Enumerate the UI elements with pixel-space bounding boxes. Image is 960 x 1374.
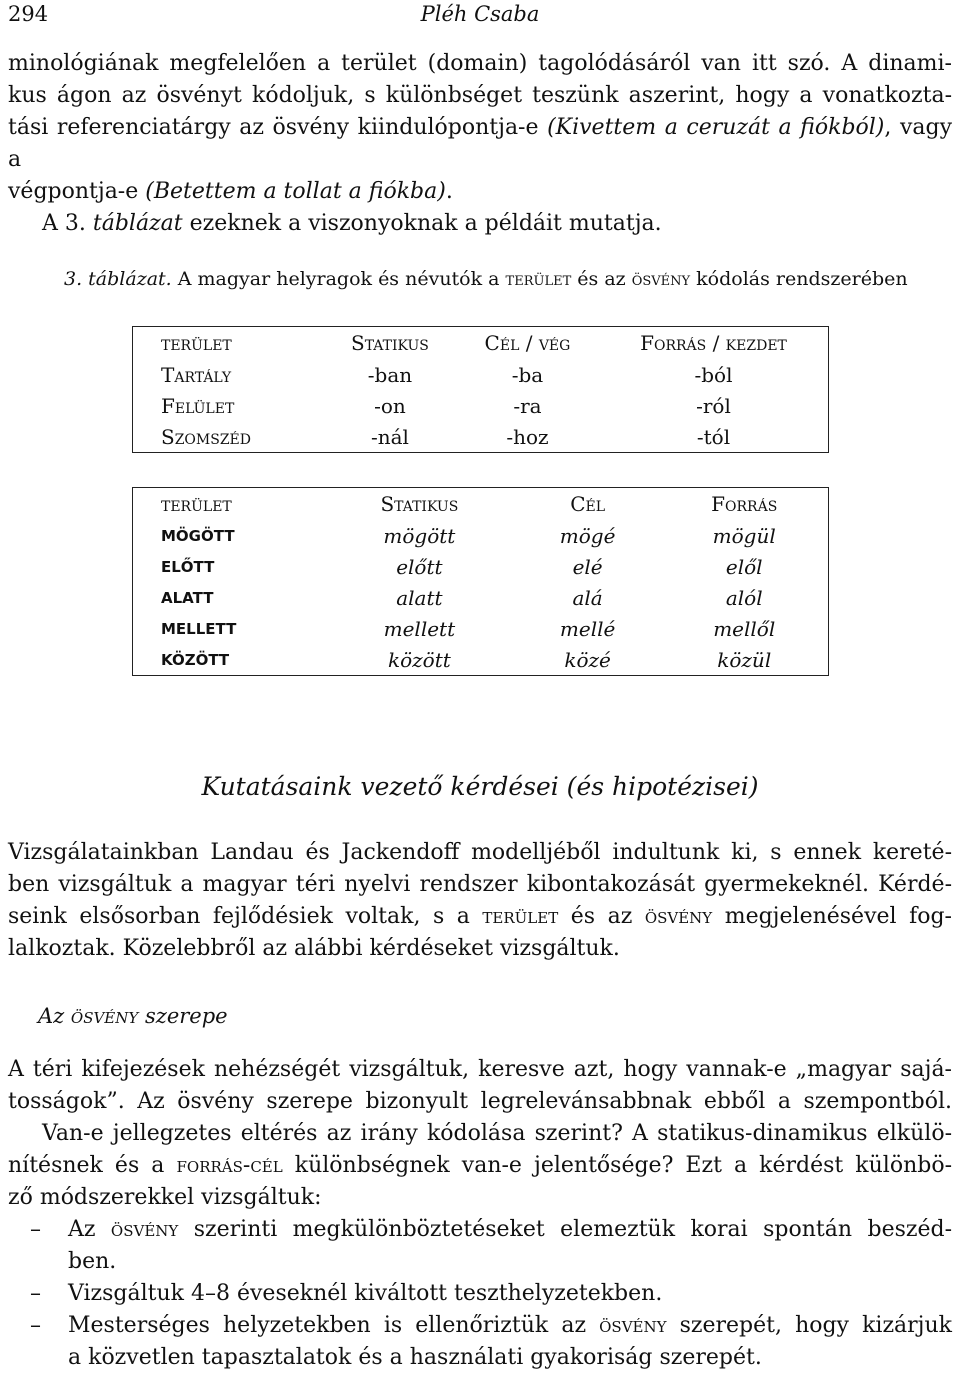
text-line: minológiának megfelelően a terület (domain) tagolódásáról van itt szó. A dinami- — [8, 51, 952, 76]
text-line — [8, 176, 952, 208]
text-line: a közvetlen tapasztalatok és a használati gyakoriság szerepét. — [68, 1345, 762, 1370]
text-span: megjelenésével fog- — [712, 904, 952, 929]
table-header-row — [133, 327, 829, 360]
subsection-title — [38, 1004, 228, 1028]
text-span: seink elsősorban fejlődésiek voltak, s a — [8, 904, 483, 929]
row-label: Tartály — [161, 362, 232, 387]
smallcaps-term: ösvény — [70, 1004, 139, 1028]
smallcaps-term: ösvény — [631, 268, 691, 290]
text-line: A téri kifejezések nehézségét vizsgáltuk, keresve azt, hogy vannak-e „magyar sajá- — [8, 1057, 952, 1082]
table-row — [133, 421, 829, 453]
table-cell: -ból — [694, 362, 733, 387]
table-cell: mögül — [712, 523, 776, 548]
header-cell: Forrás / kezdet — [640, 331, 787, 355]
smallcaps-term: ösvény — [644, 904, 713, 929]
table-cell: alatt — [396, 585, 443, 610]
text-span: A magyar helyragok és névutók a — [171, 268, 506, 290]
example-sentence: (Betettem a tollat a fiókba) — [145, 179, 446, 204]
table-row — [133, 644, 829, 676]
text-line: ben vizsgáltuk a magyar téri nyelvi rendszer kibontakozását gyermekeknél. Kérdé- — [8, 872, 952, 897]
table-row — [133, 520, 829, 551]
table-caption — [64, 268, 908, 290]
text-span: Az — [38, 1004, 71, 1028]
table-cell: között — [387, 647, 451, 672]
table-cell: mellett — [383, 616, 456, 641]
text-line — [8, 112, 952, 176]
text-span: és az — [571, 268, 632, 290]
text-span: tási referenciatárgy az ösvény kiindulópontja-e — [8, 115, 548, 140]
dash-bullet: – — [30, 1217, 41, 1242]
text-span: Mesterséges helyzetekben is ellenőriztük az — [68, 1313, 600, 1338]
table-reference: táblázat — [92, 211, 183, 236]
table-row — [133, 582, 829, 613]
text-span: kódolás rendszerében — [690, 268, 908, 290]
header-cell: terület — [161, 331, 232, 355]
text-span: szerepét, hogy kizárjuk — [666, 1313, 952, 1338]
dash-bullet: – — [30, 1281, 41, 1306]
text-line: kus ágon az ösvényt kódoljuk, s különbséget teszünk aszerint, hogy a vonatkozta- — [8, 83, 952, 108]
row-label: KÖZÖTT — [161, 650, 230, 669]
table-cell: elől — [725, 554, 763, 579]
text-line: Vizsgáltuk 4–8 éveseknél kiváltott teszthelyzetekben. — [68, 1281, 663, 1306]
table-cell: mellől — [713, 616, 776, 641]
row-label: MÖGÖTT — [161, 526, 235, 545]
running-head: Pléh Csaba — [420, 2, 540, 26]
case-suffix-table — [132, 326, 829, 453]
section-paragraph — [8, 837, 952, 965]
smallcaps-term: terület — [505, 268, 572, 290]
table-cell: mellé — [559, 616, 616, 641]
text-span: és az — [558, 904, 645, 929]
subsection-paragraph — [8, 1054, 952, 1214]
text-line — [8, 1150, 952, 1182]
table-cell: elé — [572, 554, 603, 579]
dash-bullet: – — [30, 1313, 41, 1338]
text-span: szerepe — [138, 1004, 228, 1028]
table-cell: -nál — [370, 424, 409, 449]
text-line: ben. — [68, 1249, 117, 1274]
text-line — [8, 901, 952, 933]
table-cell: közé — [564, 647, 611, 672]
table-cell: előtt — [396, 554, 443, 579]
row-label: Szomszéd — [161, 424, 252, 449]
table-cell: -hoz — [506, 424, 549, 449]
table-cell: -on — [374, 393, 406, 418]
page-number: 294 — [8, 2, 49, 26]
text-span: szerinti megkülönböztetéseket elemeztük korai spontán beszéd- — [178, 1217, 953, 1242]
table-cell: -ra — [513, 393, 542, 418]
table-cell: -ban — [367, 362, 413, 387]
table-cell: alól — [725, 585, 763, 610]
smallcaps-term: forrás-cél — [176, 1153, 283, 1178]
text-line — [68, 1310, 952, 1342]
table-row — [133, 359, 829, 390]
text-line — [8, 208, 952, 240]
text-span: . — [445, 179, 453, 204]
text-span: A 3. — [42, 211, 93, 236]
text-span: ezeknek a viszonyoknak a példáit mutatja. — [182, 211, 662, 236]
header-cell: Statikus — [380, 492, 459, 516]
header-cell: Cél / vég — [484, 331, 571, 355]
table-cell: -ba — [511, 362, 544, 387]
section-title: Kutatásaink vezető kérdései (és hipotézisei) — [201, 772, 759, 801]
smallcaps-term: ösvény — [110, 1217, 179, 1242]
row-label: ALATT — [161, 588, 214, 607]
table-row — [133, 613, 829, 644]
text-span: , vagy a — [8, 115, 953, 172]
table-cell: közül — [717, 647, 772, 672]
header-cell: terület — [161, 492, 232, 516]
smallcaps-term: terület — [482, 904, 559, 929]
header-cell: Cél — [570, 492, 606, 516]
table-row — [133, 551, 829, 582]
text-span: végpontja-e — [8, 179, 146, 204]
smallcaps-term: ösvény — [599, 1313, 667, 1338]
list-item — [8, 1214, 952, 1278]
row-label: ELŐTT — [161, 557, 215, 576]
header-cell: Statikus — [351, 331, 429, 355]
row-label: MELLETT — [161, 619, 237, 638]
page-header — [8, 2, 952, 32]
table-cell: -ról — [696, 393, 731, 418]
list-item — [8, 1310, 952, 1374]
row-label: Felület — [161, 393, 235, 418]
text-line: tosságok”. Az ösvény szerepe bizonyult legrelevánsabbnak ebből a szempontból. — [8, 1089, 952, 1114]
header-cell: Forrás — [711, 492, 778, 516]
table-cell: mögé — [559, 523, 616, 548]
table-cell: mögött — [383, 523, 456, 548]
text-line: Van-e jellegzetes eltérés az irány kódolása szerint? A statikus-dinamikus elkülö- — [42, 1121, 952, 1146]
text-line — [68, 1214, 952, 1246]
text-span: Az — [68, 1217, 111, 1242]
example-sentence: (Kivettem a ceruzát a fiókból) — [547, 115, 885, 140]
bullet-list — [8, 1214, 952, 1374]
intro-paragraph — [8, 48, 952, 240]
table-header-row — [133, 488, 829, 521]
text-span: nítésnek és a — [8, 1153, 177, 1178]
caption-label: 3. táblázat. — [64, 268, 172, 290]
table-cell: -tól — [696, 424, 731, 449]
text-line: lalkoztak. Közelebbről az alábbi kérdéseket vizsgáltuk. — [8, 936, 620, 961]
postposition-table — [132, 487, 829, 676]
table-row — [133, 390, 829, 421]
table-cell: alá — [572, 585, 603, 610]
text-line: Vizsgálatainkban Landau és Jackendoff modelljéből indultunk ki, s ennek kereté- — [8, 840, 952, 865]
text-span: különbségnek van-e jelentősége? Ezt a kérdést különbö- — [282, 1153, 953, 1178]
text-line: ző módszerekkel vizsgáltuk: — [8, 1185, 322, 1210]
list-item — [8, 1278, 952, 1310]
